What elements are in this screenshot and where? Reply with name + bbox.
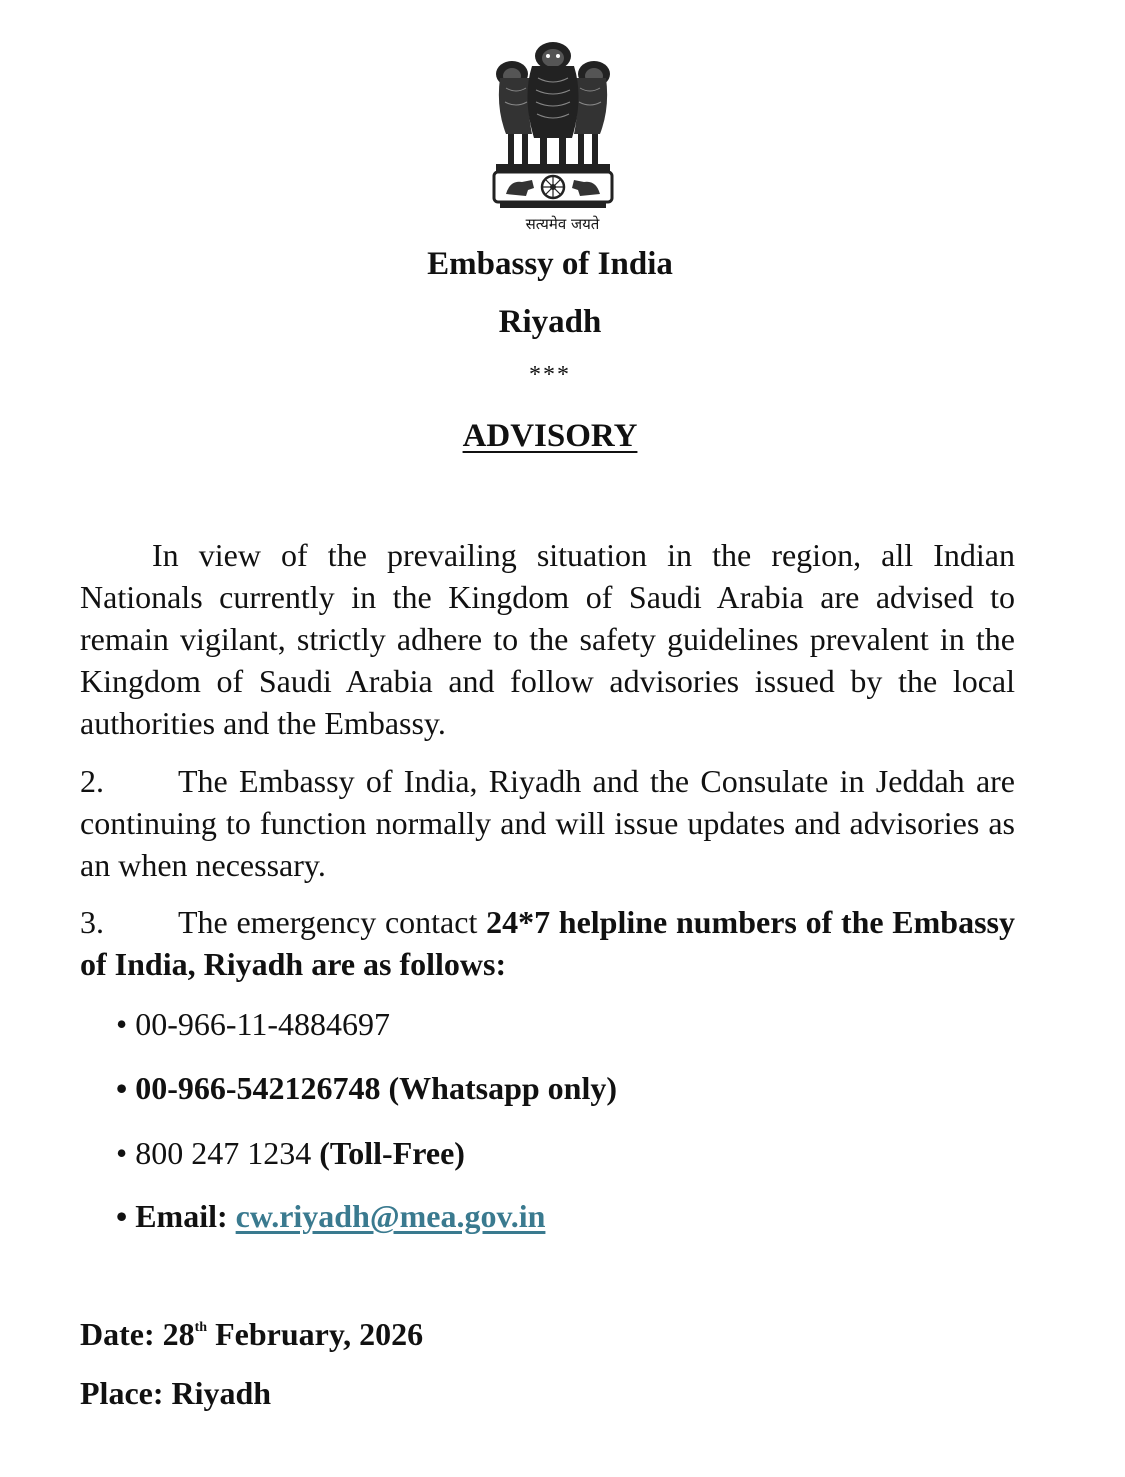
footer-place: Place: Riyadh xyxy=(80,1375,272,1411)
bullet-icon: • xyxy=(116,1070,128,1106)
email-link[interactable]: cw.riyadh@mea.gov.in xyxy=(235,1198,546,1234)
emblem-motto: सत्यमेव जयते xyxy=(525,215,600,233)
date-rest: February, 2026 xyxy=(207,1316,424,1352)
paragraph-number: 3. xyxy=(80,904,104,940)
paragraph-text-bold: 24*7 helpline numbers of the Embassy of India, Riyadh are as follows: xyxy=(80,904,1016,982)
bullet-icon: • xyxy=(116,1006,128,1042)
tollfree-number[interactable]: 800 247 1234 xyxy=(135,1135,312,1171)
paragraph-text: The emergency contact xyxy=(178,904,478,940)
ashoka-emblem-icon xyxy=(492,38,614,238)
contact-whatsapp-item xyxy=(116,1068,617,1108)
phone-number[interactable]: 00-966-11-4884697 xyxy=(135,1006,390,1042)
separator: *** xyxy=(529,362,571,388)
contact-phone-item xyxy=(116,1004,390,1044)
paragraph-number: 2. xyxy=(80,763,104,799)
contact-tollfree-item xyxy=(116,1133,465,1173)
contact-email-item xyxy=(116,1196,545,1236)
bullet-icon: • xyxy=(116,1198,128,1234)
paragraph-text: The Embassy of India, Riyadh and the Consulate in Jeddah are continuing to function normally and will issue updates and advisories as an when necessary. xyxy=(80,763,1015,883)
city-heading: Riyadh xyxy=(498,304,602,340)
advisory-paragraph-2 xyxy=(80,760,1015,886)
bullet-icon: • xyxy=(116,1135,128,1171)
organization-heading: Embassy of India xyxy=(427,246,673,282)
advisory-paragraph-3 xyxy=(80,901,1015,985)
date-label: Date: 28 xyxy=(80,1316,195,1352)
footer-date xyxy=(80,1316,423,1353)
date-suffix: th xyxy=(194,1320,208,1335)
tollfree-label: (Toll-Free) xyxy=(319,1135,465,1171)
email-label: Email: xyxy=(135,1198,228,1234)
whatsapp-number[interactable]: 00-966-542126748 (Whatsapp only) xyxy=(135,1070,618,1106)
page-title: ADVISORY xyxy=(462,418,638,454)
lion-capital-icon xyxy=(492,38,614,218)
advisory-paragraph-1: In view of the prevailing situation in the region, all Indian Nationals currently in the Kingdom of Saudi Arabia are advised to remain vigilant, strictly adhere to the safety guidelines prevalent in the Kingdom of Saudi Arabia and follow advisories issued by the local authorities and the Embassy. xyxy=(80,537,1015,741)
